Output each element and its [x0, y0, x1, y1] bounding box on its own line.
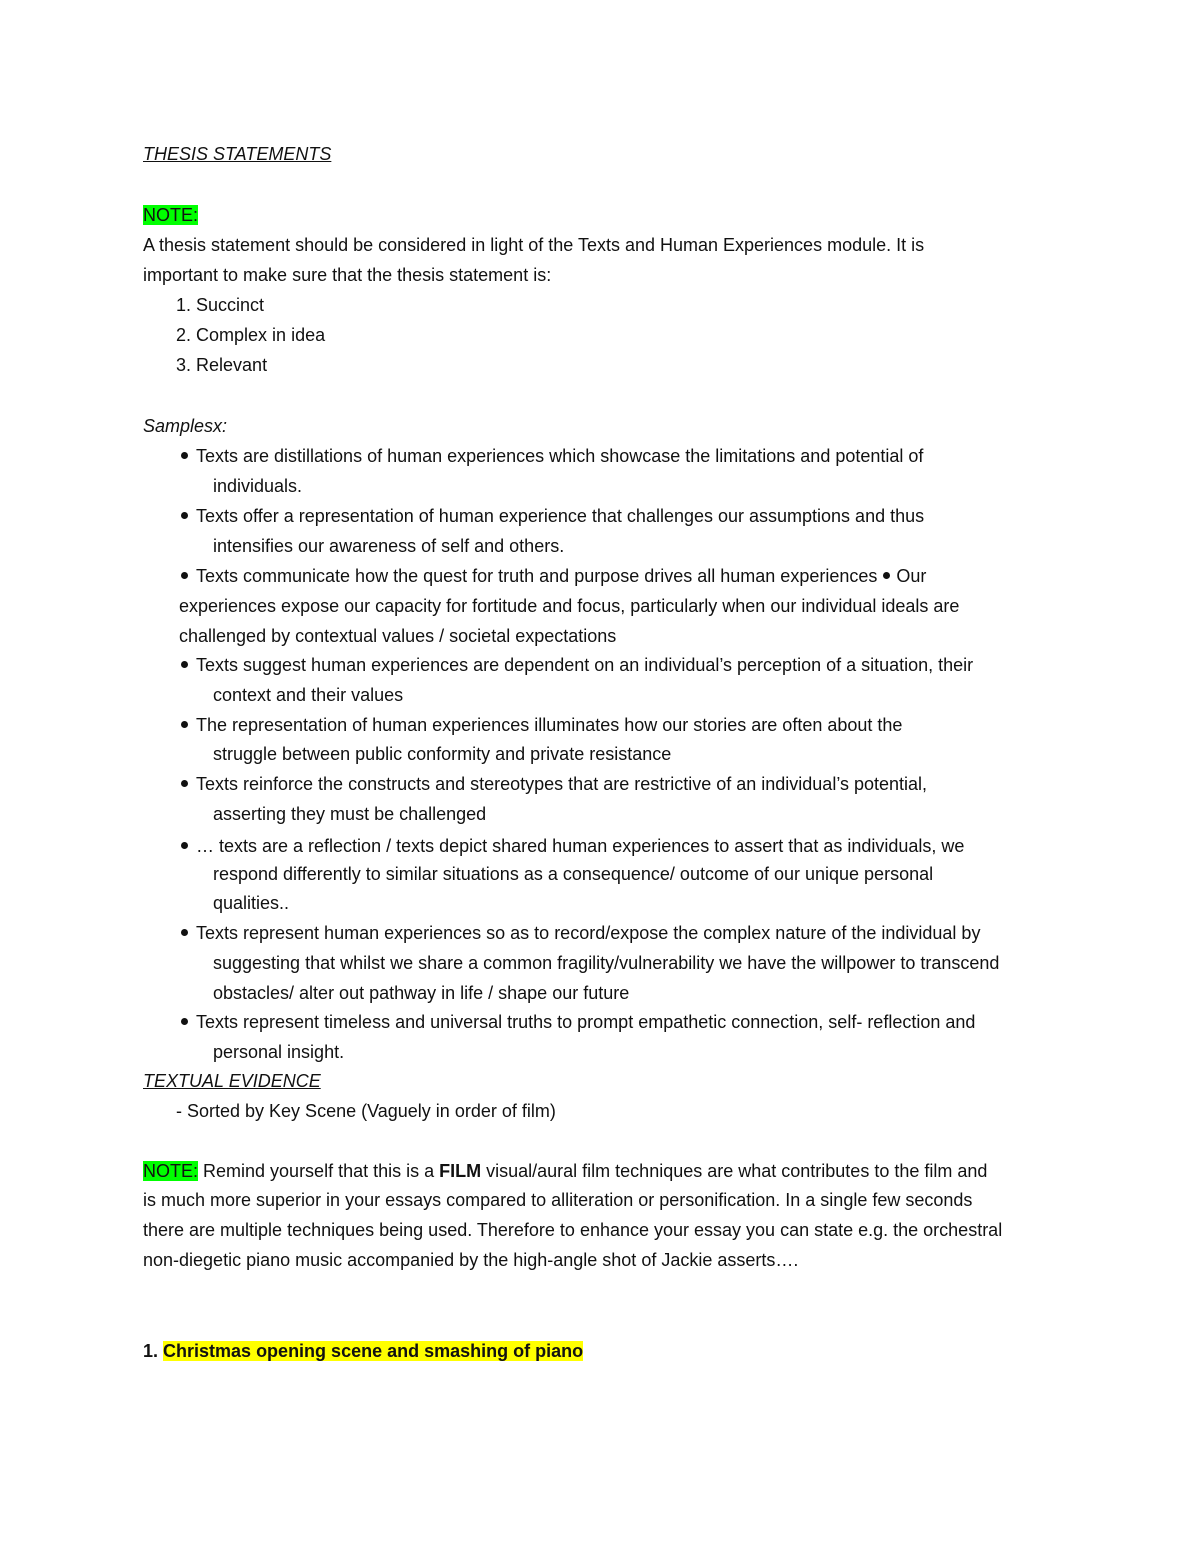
bullet-icon	[181, 512, 188, 519]
note-label	[143, 203, 198, 227]
sample-line: struggle between public conformity and private resistance	[213, 744, 672, 764]
sample-line: personal insight.	[213, 1042, 345, 1062]
samples-label: Samplesx:	[143, 416, 228, 436]
note-highlight: NOTE:	[143, 205, 199, 225]
criteria-item: 2. Complex in idea	[176, 325, 326, 345]
note-line: there are multiple techniques being used. Therefore to enhance your essay you can state e.g. the orchestral	[143, 1220, 1003, 1240]
note-line: is much more superior in your essays compared to alliteration or personification. In a single few seconds	[143, 1190, 973, 1210]
bullet-icon	[181, 721, 188, 728]
criteria-item: 1. Succinct	[176, 295, 265, 315]
sample-line: Texts represent human experiences so as to record/expose the complex nature of the individual by	[196, 923, 981, 943]
bullet-icon	[181, 452, 188, 459]
sample-line: Texts suggest human experiences are dependent on an individual’s perception of a situation, their	[196, 655, 974, 675]
sample-line: asserting they must be challenged	[213, 804, 487, 824]
bullet-icon	[181, 661, 188, 668]
bullet-icon	[181, 929, 188, 936]
sample-line: challenged by contextual values / societal expectations	[179, 626, 617, 646]
criteria-item: 3. Relevant	[176, 355, 268, 375]
section-subtitle: - Sorted by Key Scene (Vaguely in order of film)	[176, 1101, 556, 1121]
sample-line: Texts represent timeless and universal truths to prompt empathetic connection, self- reflection and	[196, 1012, 976, 1032]
sample-line: intensifies our awareness of self and others.	[213, 536, 565, 556]
sample-line: context and their values	[213, 685, 404, 705]
sample-line: obstacles/ alter out pathway in life / shape our future	[213, 983, 630, 1003]
note-line: important to make sure that the thesis statement is:	[143, 265, 552, 285]
sample-line: Texts offer a representation of human experience that challenges our assumptions and thus	[196, 506, 925, 526]
note-line: non-diegetic piano music accompanied by the high-angle shot of Jackie asserts….	[143, 1250, 799, 1270]
note-line: A thesis statement should be considered in light of the Texts and Human Experiences module. It is	[143, 235, 925, 255]
bullet-icon	[883, 572, 890, 579]
sample-line: The representation of human experiences illuminates how our stories are often about the	[196, 715, 903, 735]
sample-line: qualities..	[213, 893, 290, 913]
sample-line: individuals.	[213, 476, 303, 496]
bullet-icon	[181, 572, 188, 579]
bullet-icon	[181, 780, 188, 787]
sample-line: suggesting that whilst we share a common fragility/vulnerability we have the willpower to transcend	[213, 953, 1000, 973]
bullet-icon	[181, 1018, 188, 1025]
sample-line: Texts communicate how the quest for truth and purpose drives all human experiences Our	[196, 566, 927, 586]
bullet-icon	[181, 842, 188, 849]
scene-heading: 1. Christmas opening scene and smashing of piano	[143, 1341, 584, 1361]
sample-line: Texts are distillations of human experiences which showcase the limitations and potential of	[196, 446, 924, 466]
page-title: THESIS STATEMENTS	[143, 144, 332, 164]
note-line: NOTE: Remind yourself that this is a FILM visual/aural film techniques are what contributes to the film and	[143, 1161, 988, 1181]
sample-line: experiences expose our capacity for fortitude and focus, particularly when our individual ideals are	[179, 596, 960, 616]
sample-line: respond differently to similar situations as a consequence/ outcome of our unique personal	[213, 864, 934, 884]
scene-title: Christmas opening scene and smashing of piano	[163, 1341, 584, 1361]
sample-line: Texts reinforce the constructs and stereotypes that are restrictive of an individual’s potential,	[196, 774, 928, 794]
section-heading: TEXTUAL EVIDENCE	[143, 1071, 321, 1091]
note-highlight: NOTE:	[143, 1161, 199, 1181]
sample-line: … texts are a reflection / texts depict shared human experiences to assert that as individuals, we	[196, 836, 965, 856]
